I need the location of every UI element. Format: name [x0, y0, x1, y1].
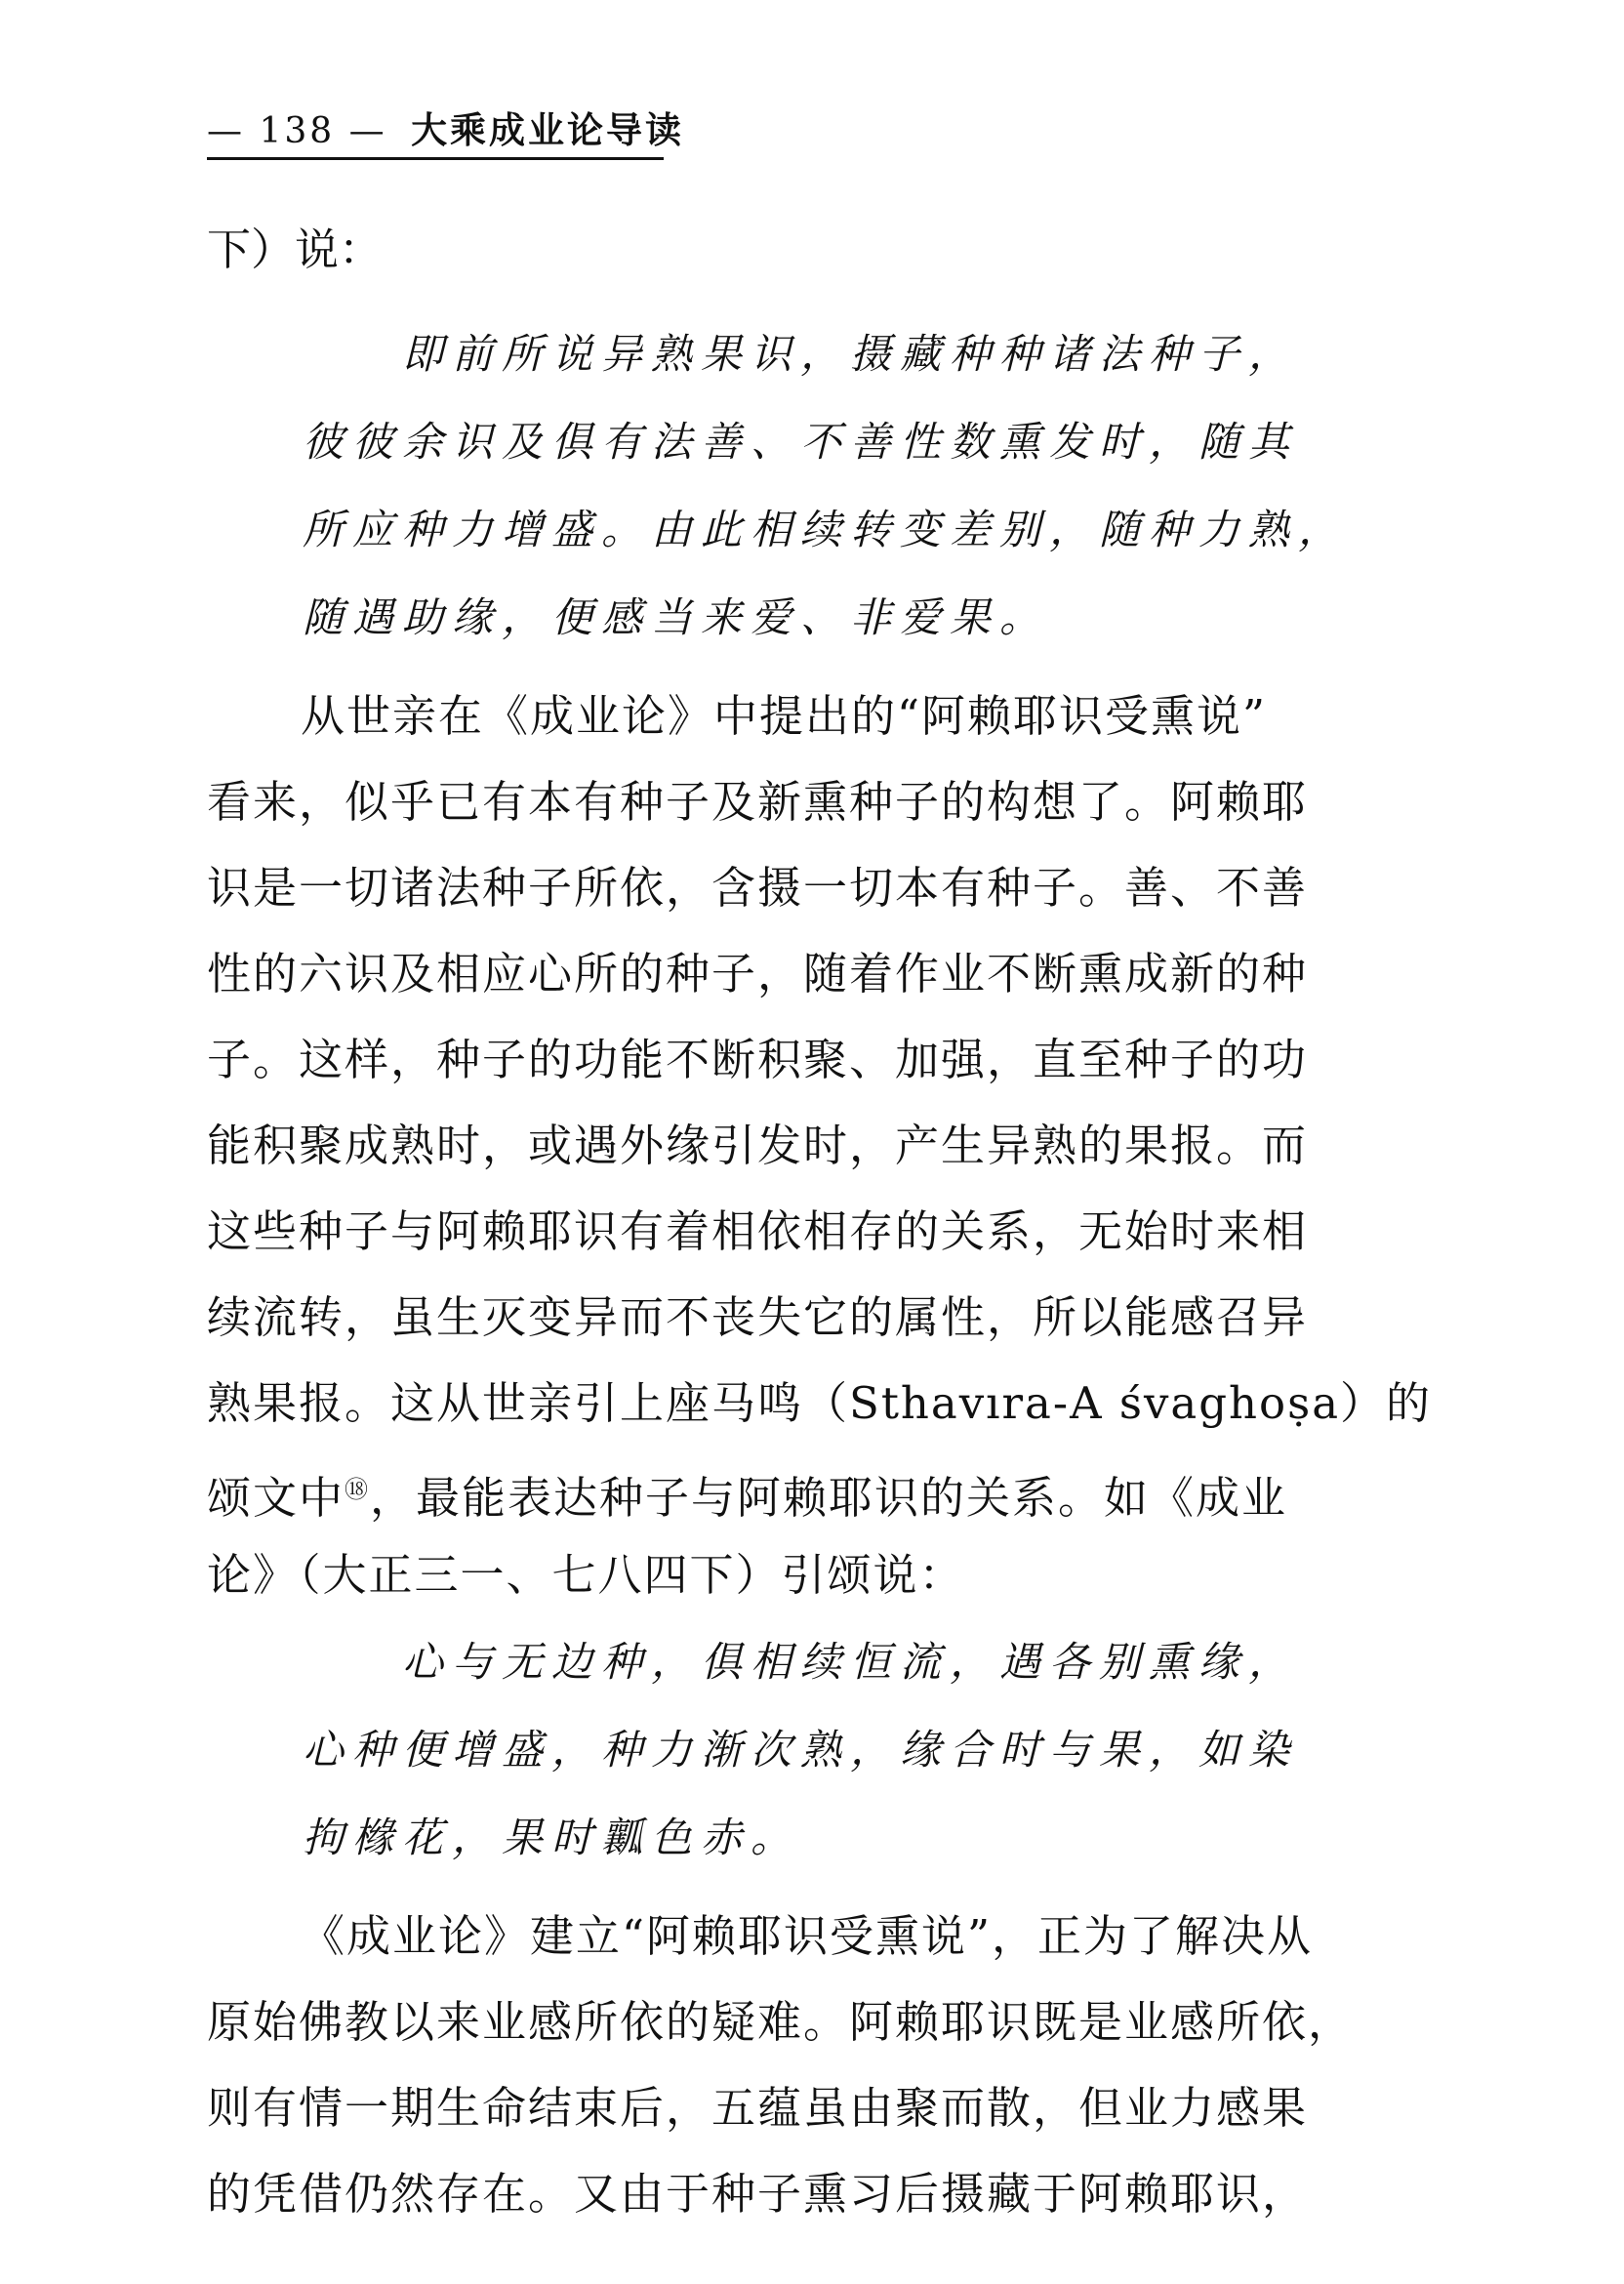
page-number: — 138 — [207, 111, 387, 151]
text-before-note: 颂文中 [207, 1472, 345, 1524]
running-header [207, 109, 1417, 160]
quote-line: 心种便增盛，种力渐次熟，缘合时与果，如染 [303, 1726, 1299, 1774]
paragraph-line: 识是一切诸法种子所依，含摄一切本有种子。善、不善 [207, 862, 1309, 914]
quote-line: 心与无边种，俱相续恒流，遇各别熏缘， [402, 1638, 1299, 1686]
quote-line: 彼彼余识及俱有法善、不善性数熏发时，随其 [303, 418, 1299, 466]
header-line [207, 109, 1417, 153]
paragraph-line: 则有情一期生命结束后，五蕴虽由聚而散，但业力感果 [207, 2082, 1309, 2134]
quote-line: 所应种力增盛。由此相续转变差别，随种力熟， [303, 506, 1349, 553]
paragraph-line: 原始佛教以来业感所依的疑难。阿赖耶识既是业感所依， [207, 1996, 1355, 2048]
paragraph-line: 从世亲在《成业论》中提出的“阿赖耶识受熏说” [301, 690, 1268, 742]
paragraph-1 [207, 673, 1433, 1618]
paragraph-line: 熟果报。这从世亲引上座马鸣（Sthavıra-A śvaghoṣa）的 [207, 1377, 1433, 1429]
paragraph-line: 能积聚成熟时，或遇外缘引发时，产生异熟的果报。而 [207, 1120, 1309, 1171]
text-after-note: ，最能表达种子与阿赖耶识的关系。如《成业 [370, 1472, 1288, 1524]
paragraph-line: 的凭借仍然存在。又由于种子熏习后摄藏于阿赖耶识， [207, 2168, 1309, 2220]
paragraph-line-with-note [207, 1447, 1417, 1532]
paragraph-2 [207, 1894, 1417, 2237]
paragraph-line: 子。这样，种子的功能不断积聚、加强，直至种子的功 [207, 1034, 1309, 1085]
footnote-marker: ⑱ [345, 1476, 371, 1503]
quote-line: 随遇助缘，便感当来爱、非爱果。 [303, 593, 1050, 641]
verse-quote-2 [207, 1618, 1417, 1882]
paragraph-line: 续流转，虽生灭变异而不丧失它的属性，所以能感召异 [207, 1291, 1309, 1343]
page-body [207, 217, 1433, 2237]
paragraph-line: 性的六识及相应心所的种子，随着作业不断熏成新的种 [207, 948, 1309, 999]
lead-line: 下）说： [207, 224, 384, 275]
quote-line: 拘橼花，果时瓤色赤。 [303, 1814, 801, 1861]
header-rule [207, 157, 664, 160]
verse-quote-1 [207, 310, 1417, 662]
quote-line: 即前所说异熟果识，摄藏种种诸法种子， [402, 330, 1299, 378]
paragraph-line: 看来，似乎已有本有种子及新熏种子的构想了。阿赖耶 [207, 776, 1309, 828]
paragraph-line: 这些种子与阿赖耶识有着相依相存的关系，无始时来相 [207, 1205, 1309, 1257]
paragraph-line: 论》（大正三一、七八四下）引颂说： [207, 1549, 965, 1601]
paragraph-line: 《成业论》建立“阿赖耶识受熏说”，正为了解决从 [301, 1910, 1314, 1962]
book-title: 大乘成业论导读 [411, 109, 685, 151]
